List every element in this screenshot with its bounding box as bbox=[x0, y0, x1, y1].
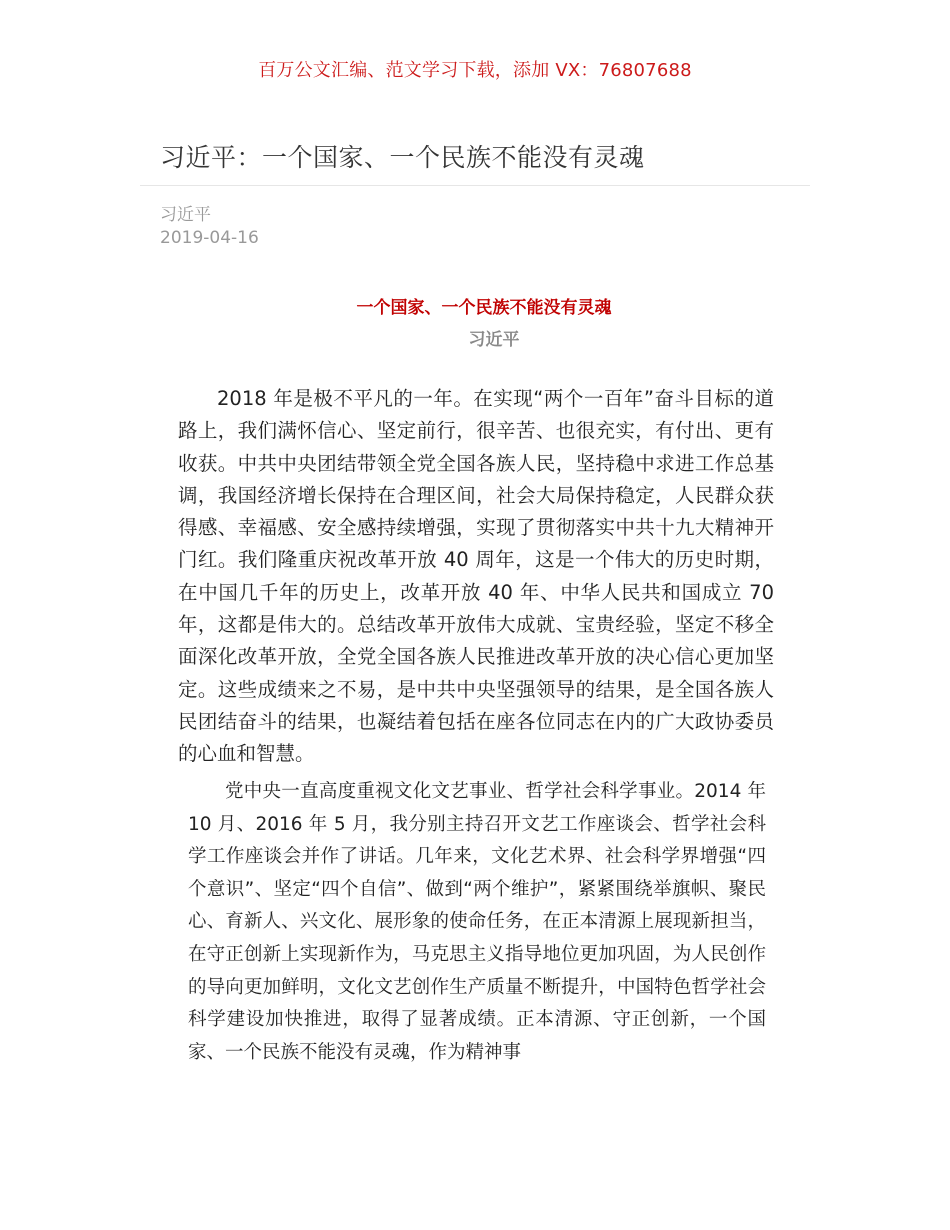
article-title: 习近平：一个国家、一个民族不能没有灵魂 bbox=[160, 143, 645, 172]
article-date: 2019-04-16 bbox=[160, 228, 259, 248]
content-byline: 习近平 bbox=[468, 330, 520, 350]
body-paragraph: 党中央一直高度重视文化文艺事业、哲学社会科学事业。2014 年 10 月、2016 年 5 月，我分别主持召开文艺工作座谈会、哲学社会科学工作座谈会并作了讲话。几年来，文化艺术界、社会科学界增强“四个意识”、坚定“四个自信”、做到“两个维护”，紧紧围绕举旗帜、聚民心、育新人、兴文化、展形象的使命任务，在正本清源上展现新担当，在守正创新上实现新作为，马克思主义指导地位更加巩固，为人民创作的导向更加鲜明，文化文艺创作生产质量不断提升，中国特色哲学社会科学建设加快推进，取得了显著成绩。正本清源、守正创新，一个国家、一个民族不能没有灵魂，作为精神事 bbox=[188, 781, 766, 1063]
body-paragraph: 2018 年是极不平凡的一年。在实现“两个一百年”奋斗目标的道路上，我们满怀信心、坚定前行，很辛苦、也很充实，有付出、更有收获。中共中央团结带领全党全国各族人民，坚持稳中求进工作总基调，我国经济增长保持在合理区间，社会大局保持稳定，人民群众获得感、幸福感、安全感持续增强，实现了贯彻落实中共十九大精神开门红。我们隆重庆祝改革开放 40 周年，这是一个伟大的历史时期，在中国几千年的历史上，改革开放 40 年、中华人民共和国成立 70 年，这都是伟大的。总结改革开放伟大成就、宝贵经验，坚定不移全面深化改革开放，全党全国各族人民推进改革开放的决心信心更加坚定。这些成绩来之不易，是中共中央坚强领导的结果，是全国各族人民团结奋斗的结果，也凝结着包括在座各位同志在内的广大政协委员的心血和智慧。 bbox=[178, 387, 774, 766]
article-author: 习近平 bbox=[160, 205, 211, 225]
title-divider bbox=[140, 185, 810, 186]
content-heading: 一个国家、一个民族不能没有灵魂 bbox=[356, 298, 612, 318]
promo-banner: 百万公文汇编、范文学习下载，添加 VX：76807688 bbox=[258, 60, 692, 81]
